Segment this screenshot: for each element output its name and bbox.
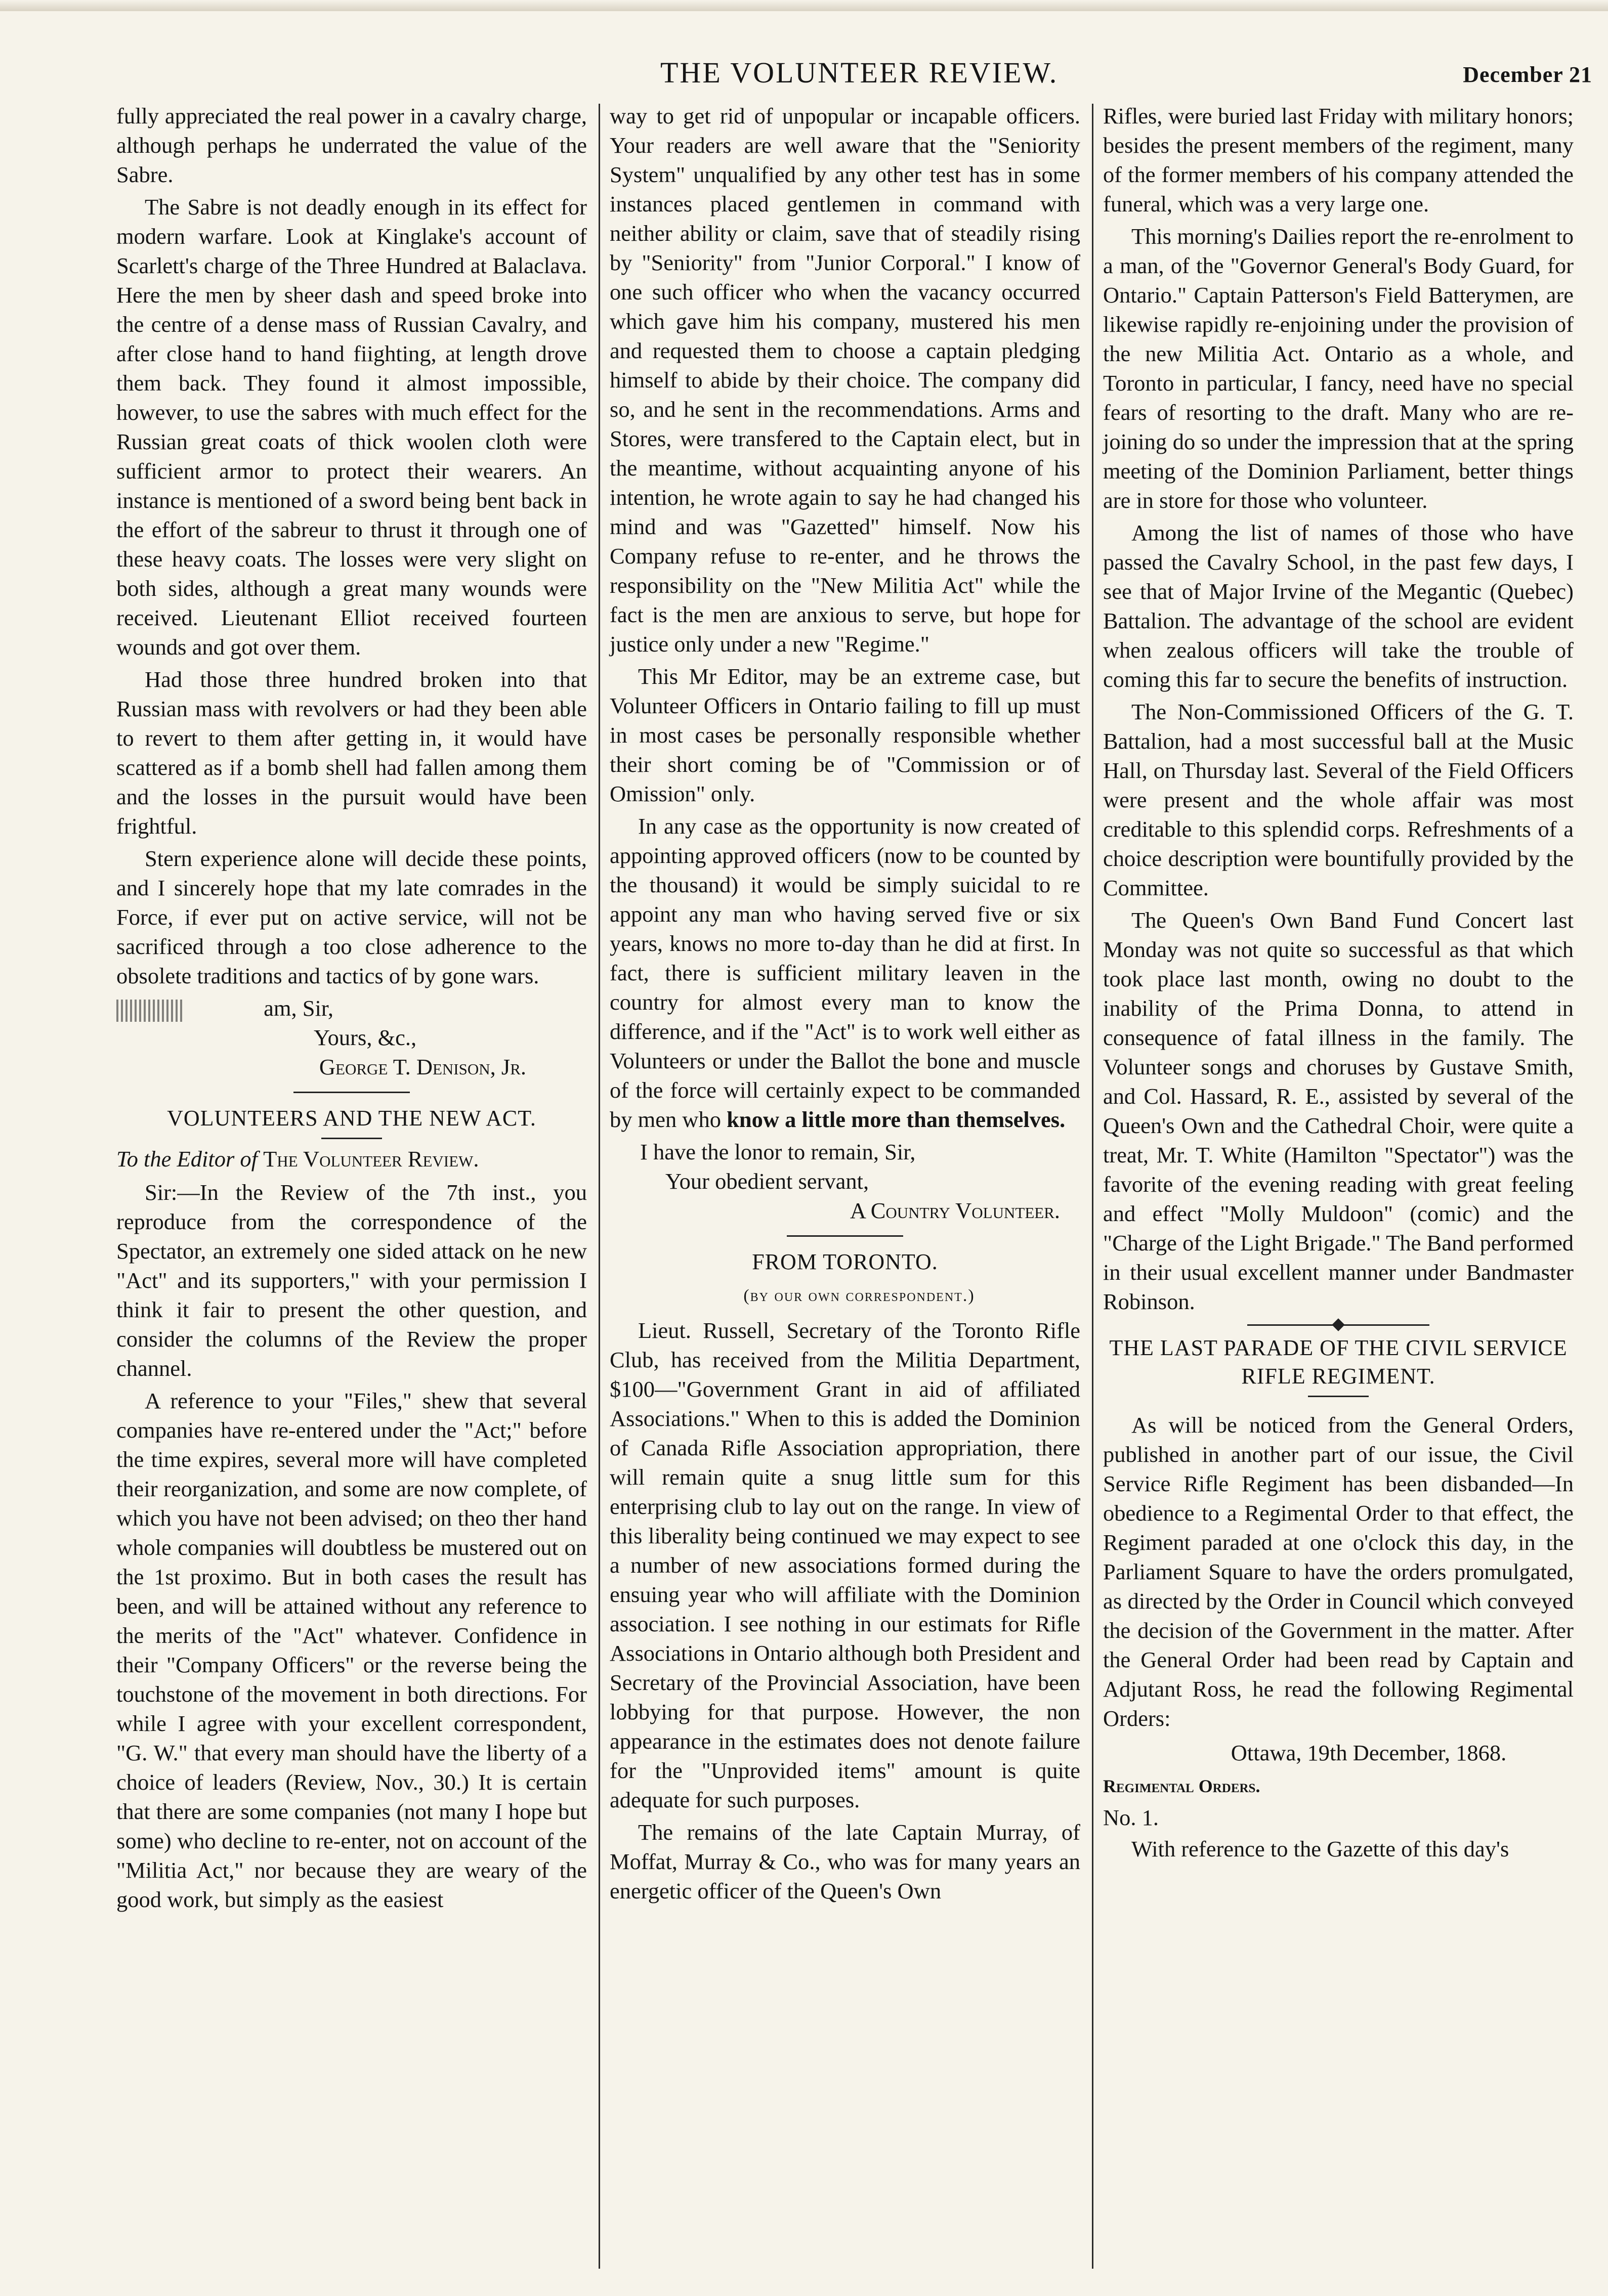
section-rule — [293, 1092, 410, 1093]
paragraph: The remains of the late Captain Murray, of Moffat, Murray & Co., who was for many years an energetic officer of the Queen's Own — [610, 1820, 1080, 1903]
paragraph: way to get rid of unpopular or incapable officers. Your readers are well aware that the "Seniority System" unqualified by any other test has in some instances placed gentlemen in command with neither ability or claim, save that of steadily rising by "Seniority" from "Junior Corporal." I know of one such officer who when the vacancy occurred which gave him his company, mustered his men and requested them to choose a captain pledging himself to abide by their choice. The company did so, and he sent in the recommendations. Arms and Stores, were transfered to the Captain elect, but in the meantime, without acquainting anyone of his intention, he wrote again to say he had changed his mind and was "Gazetted" himself. Now his Company refuse to re-enter, and he throws the responsibility on the "New Militia Act" while the fact is the men are anxious to serve, but hope for justice only under a new "Regime." — [610, 103, 1080, 657]
paragraph: The Non-Commissioned Officers of the G. T. Battalion, had a most successful ball at the Music Hall, on Thursday last. Several of the Field Officers were present and the whole affair was most creditable to this splendid corps. Refreshments of a choice description were bountifully provided by the Committee. — [1103, 699, 1574, 900]
paragraph: The Queen's Own Band Fund Concert last Monday was not quite so successful as that which took place last month, owing no doubt to the inability of the Prima Donna, to attend in consequence of fatal illness in the family. The Volunteer songs and choruses by Gustave Smith, and Col. Hassard, R. E., assisted by several of the Queen's Own and the Cathedral Choir, were quite a treat, Mr. T. White (Hamilton "Spectator") was the favorite of the evening reading with great feeling and effect "Molly Muldoon" (comic) and the "Charge of the Light Brigade." The Band performed in their usual excellent manner under Bandmaster Robinson. — [1103, 907, 1574, 1314]
paragraph: Sir:—In the Review of the 7th inst., you reproduce from the correspondence of the Spectator, an extremely one sided attack on he new "Act" and its supporters," with your permission I think it fair to present the other question, and consider the columns of the Review the proper channel. — [116, 1180, 587, 1381]
correspondent-note: (by our own correspondent.) — [743, 1286, 975, 1305]
paragraph: This morning's Dailies report the re-enrolment to a man, of the "Governor General's Body Guard, for Ontario." Captain Patterson's Field Batterymen, are likewise rapidly re-enjoining under the provision of the new Militia Act. Ontario as a whole, and Toronto in particular, I fancy, need have no special fears of resorting to the draft. Many who are re-joining do so under the impression that at the spring meeting of the Dominion Parliament, better things are in store for those who volunteer. — [1103, 224, 1574, 513]
paragraph: The Sabre is not deadly enough in its effect for modern warfare. Look at Kinglake's account of Scarlett's charge of the Three Hundred at Balaclava. Here the men by sheer dash and speed broke into the centre of a dense mass of Russian Cavalry, and after close hand to hand fiighting, at length drove them back. They found it almost impossible, however, to use the sabres with much effect for the Russian great coats of thick woolen cloth were sufficient armor to protect their wearers. An instance is mentioned of a sword being bent back in the effort of the sabreur to thrust it through one of these heavy coats. The losses were very slight on both sides, although a great many wounds were received. Lieutenant Elliot received fourteen wounds and got over them. — [116, 194, 587, 660]
paragraph — [610, 811, 1080, 1134]
page-top-edge — [0, 0, 1608, 11]
paragraph: A reference to your "Files," shew that several companies have re-entered under the "Act;" before the time expires, several more will have completed their reorganization, and some are now complete, of which you have not been advised; on theo ther hand whole companies will doubtless be mustered out on the 1st proximo. But in both cases the result has been, and will be attained without any reference to the merits of the "Act" whatever. Confidence in their "Company Officers" or the reverse being the touchstone of the movement in both directions. For while I agree with your excellent correspondent, "G. W." that every man should have the liberty of a choice of leaders (Review, Nov., 30.) It is certain that there are some companies (not many I hope but some) who decline to re-enter, not on account of the "Militia Act," nor because they are weary of the good work, but simply as the easiest — [116, 1388, 587, 1912]
ornamental-rule — [1247, 1324, 1429, 1326]
column-1 — [116, 101, 587, 1917]
signature-author: George T. Denison, Jr. — [319, 1054, 526, 1079]
paragraph-bold-text: know a little more than themselves. — [727, 1107, 1066, 1132]
signature-obedient: Your obedient servant, — [665, 1168, 869, 1194]
paragraph: Lieut. Russell, Secretary of the Toronto Rifle Club, has received from the Militia Department, $100—"Government Grant in aid of affiliated Associations." When to this is added the Dominion of Canada Rifle Association appropriation, there will remain quite a snug little sum for this enterprising club to lay out on the range. In view of this liberality being continued we may expect to see a number of new associations formed during the ensuing year who will affiliate with the Dominion association. I see nothing in our estimats for Rifle Associations in Ontario although both President and Secretary of the Provincial Association, have been lobbying for that purpose. However, the non appearance in the estimates does not denote failure for the "Unprovided items" amount is quite adequate for such purposes. — [610, 1318, 1080, 1812]
page-header — [114, 52, 1596, 97]
heading-from-toronto: FROM TORONTO. — [752, 1249, 938, 1274]
column-2 — [610, 101, 1080, 1909]
signature-remain: I have the lonor to remain, Sir, — [640, 1139, 916, 1164]
ink-smudge — [116, 1000, 182, 1022]
paragraph: This Mr Editor, may be an extreme case, but Volunteer Officers in Ontario failing to fill up must in most cases be personally responsible whether their short coming be of "Commission or of Omission" only. — [610, 664, 1080, 806]
heading-volunteers-new-act: VOLUNTEERS AND THE NEW ACT. — [167, 1106, 536, 1131]
paragraph: Stern experience alone will decide these points, and I sincerely hope that my late comrades in the Force, if ever put on active service, will not be sacrificed through a too close adherence to the obsolete traditions and tactics of by gone wars. — [116, 846, 587, 988]
editor-address-paper: The Volunteer Review. — [263, 1146, 479, 1172]
section-rule — [787, 1235, 903, 1237]
signature-yours: Yours, &c., — [314, 1025, 417, 1050]
editor-address-prefix: To the Editor of — [116, 1146, 258, 1172]
column-3 — [1103, 101, 1574, 1867]
paragraph: Among the list of names of those who have passed the Cavalry School, in the past few days, I see that of Major Irvine of the Megantic (Quebec) Battalion. The advantage of the school are evident when zealous officers will take the trouble of coming this far to secure the benefits of instruction. — [1103, 520, 1574, 692]
signature-closing — [116, 993, 587, 1023]
heading-underline — [321, 1138, 382, 1139]
heading-last-parade: THE LAST PARADE OF THE CIVIL SERVICE RIFLE REGIMENT. — [1109, 1335, 1568, 1389]
paragraph: Had those three hundred broken into that Russian mass with revolvers or had they been able to revert to them after getting in, it would have scattered as if a bomb shell had fallen among them and the losses in the pursuit would have been frightful. — [116, 667, 587, 839]
heading-underline — [1308, 1396, 1369, 1397]
paragraph: With reference to the Gazette of this day's — [1131, 1836, 1509, 1861]
column-divider-2 — [1092, 104, 1093, 2269]
paragraph: As will be noticed from the General Orders, published in another part of our issue, the Civil Service Rifle Regiment has been disbanded—In obedience to a Regimental Order to that effect, the Regiment paraded at one o'clock this day, in the Parliament Square to have the orders promulgated, as directed by the Order in Council which conveyed the decision of the Government in the matter. After the General Order had been read by Captain and Adjutant Ross, he read the following Regimental Orders: — [1103, 1412, 1574, 1731]
dateline: Ottawa, 19th December, 1868. — [1231, 1740, 1507, 1765]
order-number: No. 1. — [1103, 1805, 1159, 1830]
signature-am-sir: am, Sir, — [264, 995, 334, 1021]
editor-address — [116, 1144, 587, 1174]
column-divider-1 — [599, 104, 600, 2269]
signature-author: A Country Volunteer. — [850, 1198, 1060, 1223]
regimental-orders-heading: Regimental Orders. — [1103, 1776, 1260, 1796]
paragraph: fully appreciated the real power in a cavalry charge, although perhaps he underrated the value of the Sabre. — [116, 103, 587, 187]
paragraph-text: In any case as the opportunity is now created of appointing approved officers (now to be counted by the thousand) it would be simply suicidal to re appoint any man who having served five or six years, knows no more to-day than he did at first. In fact, there is sufficient military leaven in the country for almost every man to know the difference, and if the "Act" is to work well either as Volunteers or under the Ballot the bone and muscle of the force will certainly expect to be commanded by men who — [610, 813, 1080, 1132]
newspaper-title: THE VOLUNTEER REVIEW. — [660, 56, 1059, 89]
issue-date: December 21 — [1463, 62, 1592, 87]
paragraph: Rifles, were buried last Friday with military honors; besides the present members of the regiment, many of the former members of his company attended the funeral, which was a very large one. — [1103, 103, 1574, 216]
